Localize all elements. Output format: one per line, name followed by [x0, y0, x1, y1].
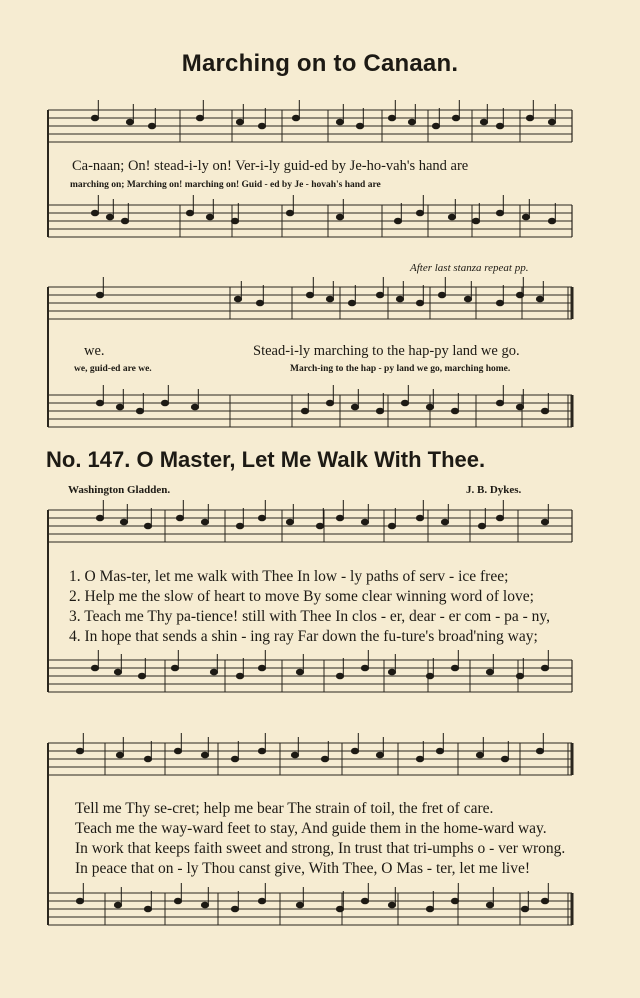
note-head — [476, 752, 483, 758]
hymn1-repeat-note: After last stanza repeat pp. — [410, 262, 529, 274]
note-head — [291, 752, 298, 758]
note-head — [231, 218, 238, 224]
note-head — [401, 400, 408, 406]
note-head — [452, 115, 459, 121]
note-head — [148, 123, 155, 129]
note-head — [451, 665, 458, 671]
note-head — [96, 400, 103, 406]
note-head — [536, 748, 543, 754]
note-head — [201, 752, 208, 758]
note-head — [496, 400, 503, 406]
note-head — [91, 665, 98, 671]
note-head — [296, 669, 303, 675]
note-head — [388, 523, 395, 529]
note-head — [516, 404, 523, 410]
note-head — [348, 300, 355, 306]
note-head — [336, 673, 343, 679]
note-head — [464, 296, 471, 302]
note-head — [144, 756, 151, 762]
note-head — [114, 902, 121, 908]
verse3-line2: In work that keeps faith sweet and strong, In trust that tri-umphs o - ver wrong. — [75, 840, 566, 857]
note-head — [326, 400, 333, 406]
note-head — [210, 669, 217, 675]
note-head — [361, 519, 368, 525]
note-head — [171, 665, 178, 671]
note-head — [174, 898, 181, 904]
note-head — [321, 756, 328, 762]
hymn2-title: No. 147. O Master, Let Me Walk With Thee. — [46, 447, 486, 472]
note-head — [336, 214, 343, 220]
note-head — [116, 404, 123, 410]
note-head — [236, 523, 243, 529]
note-head — [316, 523, 323, 529]
note-head — [120, 519, 127, 525]
note-head — [106, 214, 113, 220]
note-head — [258, 748, 265, 754]
note-head — [351, 404, 358, 410]
note-head — [541, 898, 548, 904]
note-head — [201, 902, 208, 908]
note-head — [144, 906, 151, 912]
note-head — [138, 673, 145, 679]
note-head — [292, 115, 299, 121]
note-head — [448, 214, 455, 220]
hymn1-title: Marching on to Canaan. — [181, 50, 459, 77]
note-head — [336, 906, 343, 912]
note-head — [234, 296, 241, 302]
note-head — [76, 898, 83, 904]
verse4-line1: 4. In hope that sends a shin - ing ray Far down the fu-ture's broad'ning way; — [69, 628, 538, 645]
note-head — [416, 210, 423, 216]
note-head — [388, 115, 395, 121]
note-head — [301, 408, 308, 414]
verse2-line2: Teach me the way-ward feet to stay, And guide them in the home-ward way. — [75, 820, 547, 837]
note-head — [416, 756, 423, 762]
note-head — [486, 669, 493, 675]
note-head — [191, 404, 198, 410]
note-head — [114, 669, 121, 675]
note-head — [258, 515, 265, 521]
note-head — [516, 673, 523, 679]
note-head — [161, 400, 168, 406]
note-head — [426, 404, 433, 410]
note-head — [541, 665, 548, 671]
note-head — [361, 898, 368, 904]
note-head — [478, 523, 485, 529]
hymn2-composer: J. B. Dykes. — [466, 484, 522, 496]
note-head — [438, 292, 445, 298]
note-head — [516, 292, 523, 298]
note-head — [376, 292, 383, 298]
hymn1-sys2-lyric-main-b: Stead-i-ly marching to the hap-py land we go. — [253, 343, 520, 359]
note-head — [416, 300, 423, 306]
note-head — [351, 748, 358, 754]
note-head — [480, 119, 487, 125]
hymn1-sys2-lyric-sub-a: we, guid-ed are we. — [74, 364, 152, 374]
verse4-line2: In peace that on - ly Thou canst give, With Thee, O Mas - ter, let me live! — [75, 860, 531, 877]
note-head — [541, 519, 548, 525]
note-head — [258, 665, 265, 671]
note-head — [408, 119, 415, 125]
note-head — [286, 519, 293, 525]
hymn1-sys1-lyric-sub: marching on; Marching on! marching on! Guid - ed by Je - hovah's hand are — [70, 180, 381, 190]
note-head — [356, 123, 363, 129]
note-head — [121, 218, 128, 224]
note-head — [236, 119, 243, 125]
note-head — [451, 408, 458, 414]
verse3-line1: 3. Teach me Thy pa-tience! still with Thee In clos - er, dear - er com - pa - ny, — [69, 608, 551, 625]
hymn1-sys2-lyric-sub-b: March-ing to the hap - py land we go, marching home. — [290, 364, 511, 374]
note-head — [91, 210, 98, 216]
note-head — [236, 673, 243, 679]
note-head — [76, 748, 83, 754]
note-head — [496, 123, 503, 129]
note-head — [376, 752, 383, 758]
note-head — [388, 669, 395, 675]
note-head — [416, 515, 423, 521]
note-head — [441, 519, 448, 525]
note-head — [486, 902, 493, 908]
note-head — [451, 898, 458, 904]
note-head — [496, 210, 503, 216]
hymn1-sys1-lyric-main: Ca-naan; On! stead-i-ly on! Ver-i-ly guid-ed by Je-ho-vah's hand are — [72, 158, 469, 174]
note-head — [394, 218, 401, 224]
note-head — [521, 906, 528, 912]
note-head — [388, 902, 395, 908]
note-head — [548, 119, 555, 125]
verse1-line2: Tell me Thy se-cret; help me bear The strain of toil, the fret of care. — [75, 800, 494, 817]
note-head — [231, 756, 238, 762]
note-head — [396, 296, 403, 302]
note-head — [426, 673, 433, 679]
verse1-line1: 1. O Mas-ter, let me walk with Thee In low - ly paths of serv - ice free; — [69, 568, 509, 585]
note-head — [526, 115, 533, 121]
note-head — [336, 119, 343, 125]
note-head — [536, 296, 543, 302]
note-head — [91, 115, 98, 121]
note-head — [174, 748, 181, 754]
note-head — [336, 515, 343, 521]
note-head — [361, 665, 368, 671]
note-head — [186, 210, 193, 216]
note-head — [522, 214, 529, 220]
note-head — [96, 292, 103, 298]
note-head — [126, 119, 133, 125]
note-head — [96, 515, 103, 521]
hymn1-sys2-lyric-main-a: we. — [84, 343, 105, 359]
note-head — [286, 210, 293, 216]
note-head — [501, 756, 508, 762]
verse2-line1: 2. Help me the slow of heart to move By some clear winning word of love; — [69, 588, 534, 605]
note-head — [541, 408, 548, 414]
note-head — [296, 902, 303, 908]
note-head — [201, 519, 208, 525]
note-head — [432, 123, 439, 129]
note-head — [496, 300, 503, 306]
note-head — [258, 898, 265, 904]
note-head — [496, 515, 503, 521]
note-head — [196, 115, 203, 121]
note-head — [136, 408, 143, 414]
note-head — [376, 408, 383, 414]
note-head — [436, 748, 443, 754]
note-head — [256, 300, 263, 306]
note-head — [176, 515, 183, 521]
note-head — [426, 906, 433, 912]
hymn2-author: Washington Gladden. — [68, 484, 171, 496]
note-head — [472, 218, 479, 224]
note-head — [206, 214, 213, 220]
note-head — [116, 752, 123, 758]
note-head — [326, 296, 333, 302]
note-head — [548, 218, 555, 224]
note-head — [258, 123, 265, 129]
note-head — [306, 292, 313, 298]
note-head — [144, 523, 151, 529]
note-head — [231, 906, 238, 912]
